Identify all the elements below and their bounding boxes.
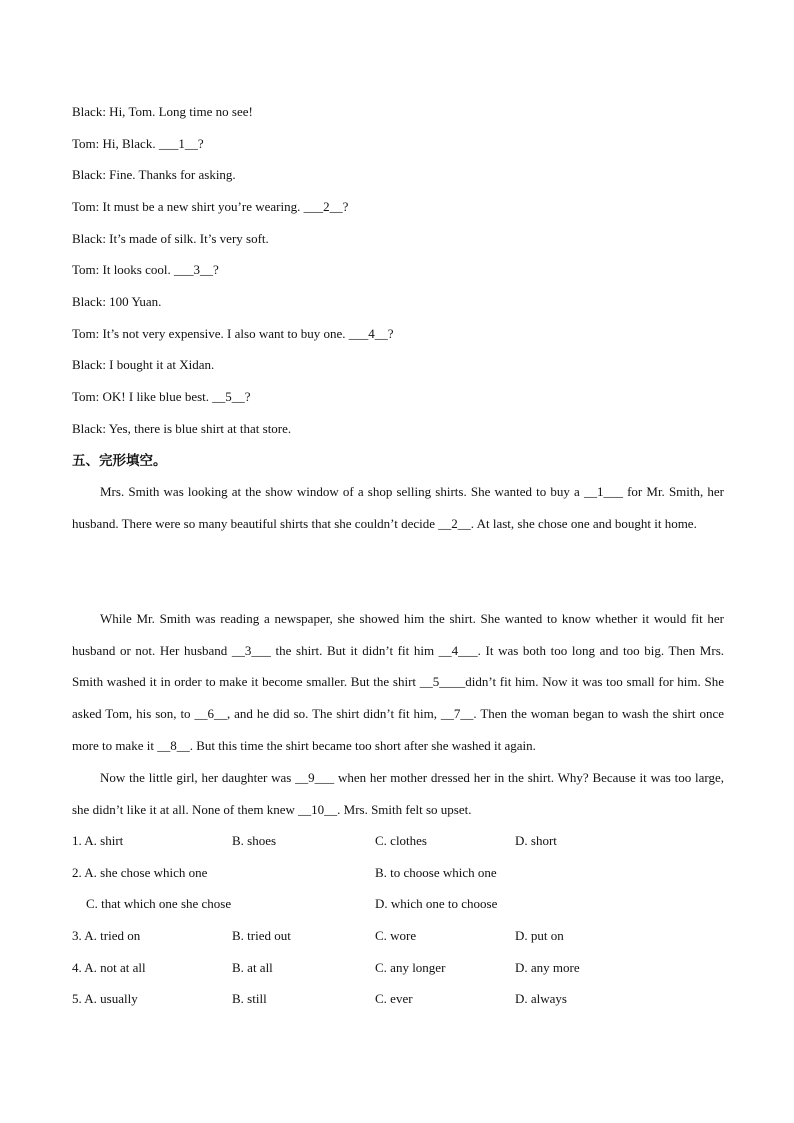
option-b: B. shoes [232, 833, 277, 848]
dialogue-text: ? [342, 199, 349, 214]
dialogue-text: ? [387, 326, 394, 341]
dialogue-line [72, 356, 214, 374]
answer-blank: ___1__ [158, 136, 198, 151]
dialogue-text: Tom: It’s not very expensive. I also want to buy one. [72, 326, 349, 341]
option-b: B. to choose which one [375, 865, 497, 880]
cloze-paragraph [72, 476, 724, 539]
option-a: 1. A. shirt [72, 833, 124, 848]
option-c: C. that which one she chose [86, 896, 232, 911]
dialogue-text: ? [197, 136, 204, 151]
dialogue-line [72, 293, 161, 311]
answer-blank: ___2__ [303, 199, 343, 214]
dialogue-line [72, 103, 253, 121]
paragraph-text: Mrs. Smith was looking at the show window of a shop selling shirts. She wanted to buy a __1___ for Mr. Smith, her husband. There were so many beautiful shirts that she couldn’t decide __2__. At last, she chose one and bought it home. [72, 484, 724, 531]
dialogue-text: Black: Fine. Thanks for asking. [72, 167, 236, 182]
option-d: D. put on [515, 928, 564, 943]
paragraph-text: Now the little girl, her daughter was __9___ when her mother dressed her in the shirt. Why? Because it was too large, she didn’t like it at all. None of them knew __10__. Mrs. Smith felt so upset. [72, 770, 724, 817]
option-d: D. any more [515, 960, 580, 975]
dialogue-text: Black: Yes, there is blue shirt at that store. [72, 421, 292, 436]
option-a: 5. A. usually [72, 991, 138, 1006]
option-b: B. still [232, 991, 267, 1006]
dialogue-text: Black: It’s made of silk. It’s very soft. [72, 231, 269, 246]
option-d: D. always [515, 991, 567, 1006]
dialogue-text: ? [213, 262, 219, 277]
dialogue-text: Tom: Hi, Black. [72, 136, 159, 151]
dialogue-line [72, 166, 236, 184]
dialogue-line [72, 420, 291, 438]
dialogue-line [72, 230, 269, 248]
dialogue-text: Black: I bought it at Xidan. [72, 357, 215, 372]
option-a: 2. A. she chose which one [72, 865, 208, 880]
dialogue-line [72, 325, 394, 343]
option-d: D. short [515, 833, 557, 848]
dialogue-text: ? [244, 389, 251, 404]
option-c: C. wore [375, 928, 417, 943]
dialogue-text: Black: Hi, Tom. Long time no see! [72, 104, 253, 119]
option-a: 4. A. not at all [72, 960, 146, 975]
answer-blank: ___4__ [348, 326, 388, 341]
answer-blank: __5__ [212, 389, 245, 404]
dialogue-line [72, 198, 348, 216]
option-c: C. ever [375, 991, 413, 1006]
answer-blank: ___3__ [174, 262, 214, 277]
option-c: C. clothes [375, 833, 427, 848]
section-heading: 五、完形填空。 [72, 453, 167, 469]
option-c: C. any longer [375, 960, 446, 975]
cloze-paragraph [72, 603, 724, 762]
cloze-paragraph [72, 762, 724, 825]
dialogue-line [72, 135, 204, 153]
dialogue-line [72, 261, 219, 279]
option-a: 3. A. tried on [72, 928, 141, 943]
dialogue-text: Tom: It looks cool. [72, 262, 175, 277]
option-d: D. which one to choose [375, 896, 498, 911]
dialogue-text: Tom: OK! I like blue best. [72, 389, 213, 404]
dialogue-line [72, 388, 251, 406]
option-b: B. at all [232, 960, 273, 975]
paragraph-text: While Mr. Smith was reading a newspaper, she showed him the shirt. She wanted to know whether it would fit her husband or not. Her husband __3___ the shirt. But it didn’t fit him __4___. It was both too long and too big. Then Mrs. Smith washed it in order to make it become smaller. But the shirt __5____didn’t fit him. Now it was too small for him. She asked Tom, his son, to __6__, and he did so. The shirt didn’t fit him, __7__. Then the woman began to wash the shirt once more to make it __8__. But this time the shirt became too short after she washed it again. [72, 611, 724, 753]
option-b: B. tried out [232, 928, 291, 943]
dialogue-text: Black: 100 Yuan. [72, 294, 162, 309]
dialogue-text: Tom: It must be a new shirt you’re wearing. [72, 199, 304, 214]
